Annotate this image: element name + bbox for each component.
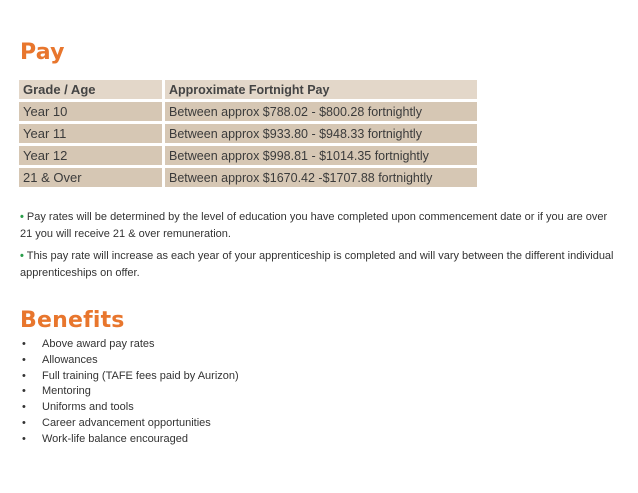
cell-pay: Between approx $998.81 - $1014.35 fortnightly xyxy=(165,146,477,165)
cell-grade: 21 & Over xyxy=(19,168,165,187)
list-item xyxy=(20,353,239,369)
note-bullet: • xyxy=(20,211,24,223)
pay-heading: Pay xyxy=(20,40,65,65)
list-item xyxy=(20,400,239,416)
list-item xyxy=(20,337,239,353)
table-row xyxy=(19,102,477,121)
table-row xyxy=(19,146,477,165)
benefit-text: Work-life balance encouraged xyxy=(42,432,188,445)
list-item xyxy=(20,369,239,385)
benefit-text: Full training (TAFE fees paid by Aurizon) xyxy=(42,369,239,382)
benefit-text: Allowances xyxy=(42,353,98,366)
pay-note-text: This pay rate will increase as each year of your apprenticeship is completed and will vary between the different individual apprenticeships on offer. xyxy=(20,250,614,279)
benefit-text: Career advancement opportunities xyxy=(42,416,211,429)
benefit-text: Mentoring xyxy=(42,385,91,398)
list-bullet: • xyxy=(22,338,26,350)
benefits-list xyxy=(20,337,239,448)
cell-pay: Between approx $933.80 - $948.33 fortnightly xyxy=(165,124,477,143)
cell-pay: Between approx $1670.42 -$1707.88 fortnightly xyxy=(165,168,477,187)
table-row xyxy=(19,168,477,187)
pay-note xyxy=(20,209,620,243)
cell-grade: Year 11 xyxy=(19,124,165,143)
cell-grade: Year 10 xyxy=(19,102,165,121)
list-bullet: • xyxy=(22,401,26,414)
list-bullet: • xyxy=(22,385,26,398)
table-header-row xyxy=(19,80,477,99)
cell-grade: Year 12 xyxy=(19,146,165,165)
table-row xyxy=(19,124,477,143)
benefits-heading: Benefits xyxy=(20,308,125,333)
benefit-text: Uniforms and tools xyxy=(42,401,134,414)
list-item xyxy=(20,416,239,432)
pay-note-text: Pay rates will be determined by the level of education you have completed upon commencement date or if you are over 21 you will receive 21 & over remuneration. xyxy=(20,211,608,240)
pay-table xyxy=(19,77,477,190)
list-bullet: • xyxy=(22,432,26,445)
pay-note xyxy=(20,248,620,282)
note-bullet: • xyxy=(20,250,24,262)
header-grade-age: Grade / Age xyxy=(19,80,165,99)
cell-pay: Between approx $788.02 - $800.28 fortnightly xyxy=(165,102,477,121)
header-fortnight-pay: Approximate Fortnight Pay xyxy=(165,80,477,99)
list-item xyxy=(20,432,239,448)
list-item xyxy=(20,384,239,400)
benefit-text: Above award pay rates xyxy=(42,338,155,350)
list-bullet: • xyxy=(22,416,26,429)
list-bullet: • xyxy=(22,369,26,382)
list-bullet: • xyxy=(22,353,26,366)
